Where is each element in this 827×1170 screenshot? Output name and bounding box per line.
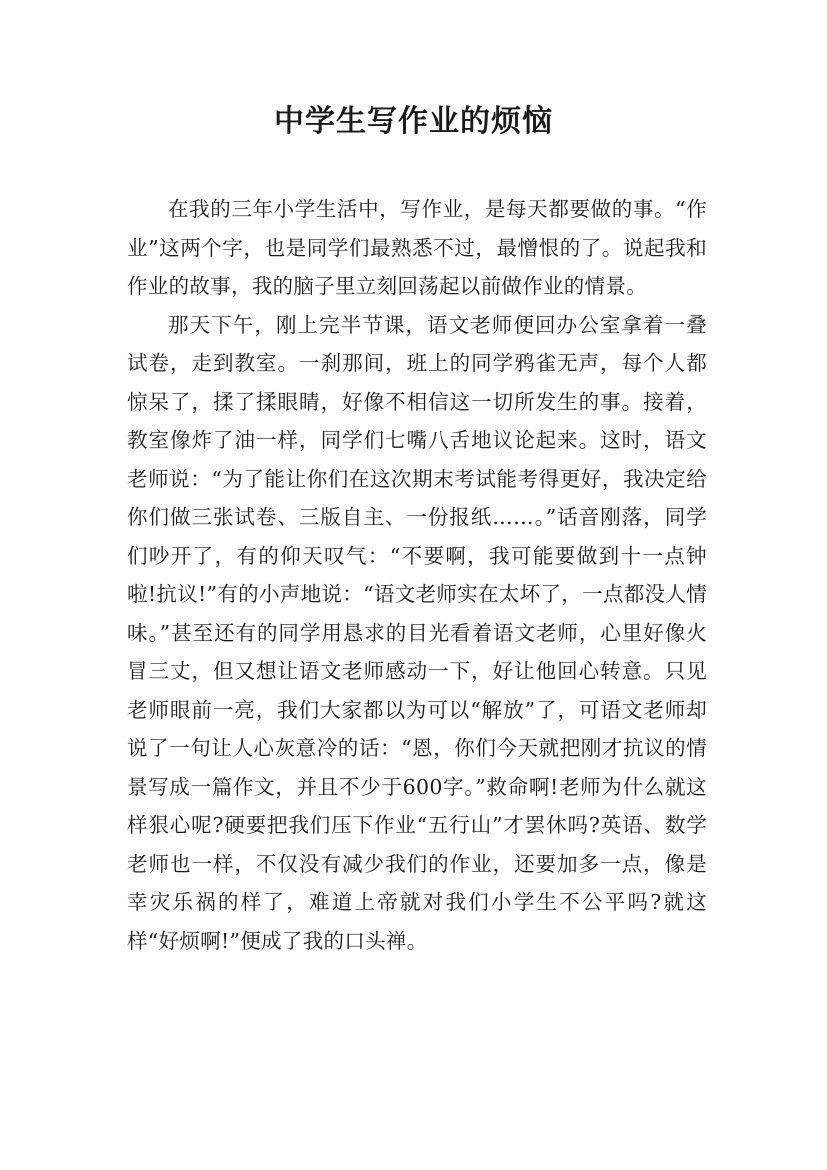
document-title: 中学生写作业的烦恼	[274, 104, 553, 139]
paragraph-2: 那天下午，刚上完半节课，语文老师便回办公室拿着一叠试卷，走到教室。一刹那间，班上的同学鸦雀无声，每个人都惊呆了，揉了揉眼睛，好像不相信这一切所发生的事。接着，教室像炸了油一样，同学们七嘴八舌地议论起来。这时，语文老师说：“为了能让你们在这次期末考试能考得更好，我决定给你们做三张试卷、三版自主、一份报纸……。”话音刚落，同学们吵开了，有的仰天叹气：“不要啊，我可能要做到十一点钟啦!抗议!”有的小声地说：“语文老师实在太坏了，一点都没人情味。”甚至还有的同学用恳求的目光看着语文老师，心里好像火冒三丈，但又想让语文老师感动一下，好让他回心转意。只见老师眼前一亮，我们大家都以为可以“解放”了，可语文老师却说了一句让人心灰意冷的话：“恩，你们今天就把刚才抗议的情景写成一篇作文，并且不少于600字。”救命啊!老师为什么就这样狠心呢?硬要把我们压下作业“五行山”才罢休吗?英语、数学老师也一样，不仅没有减少我们的作业，还要加多一点，像是幸灾乐祸的样了，难道上帝就对我们小学生不公平吗?就这样“好烦啊!”便成了我的口头禅。	[127, 312, 707, 953]
document-body	[127, 190, 707, 960]
paragraph-1: 在我的三年小学生活中，写作业，是每天都要做的事。“作业”这两个字，也是同学们最熟悉不过，最憎恨的了。说起我和作业的故事，我的脑子里立刻回荡起以前做作业的情景。	[127, 197, 707, 298]
